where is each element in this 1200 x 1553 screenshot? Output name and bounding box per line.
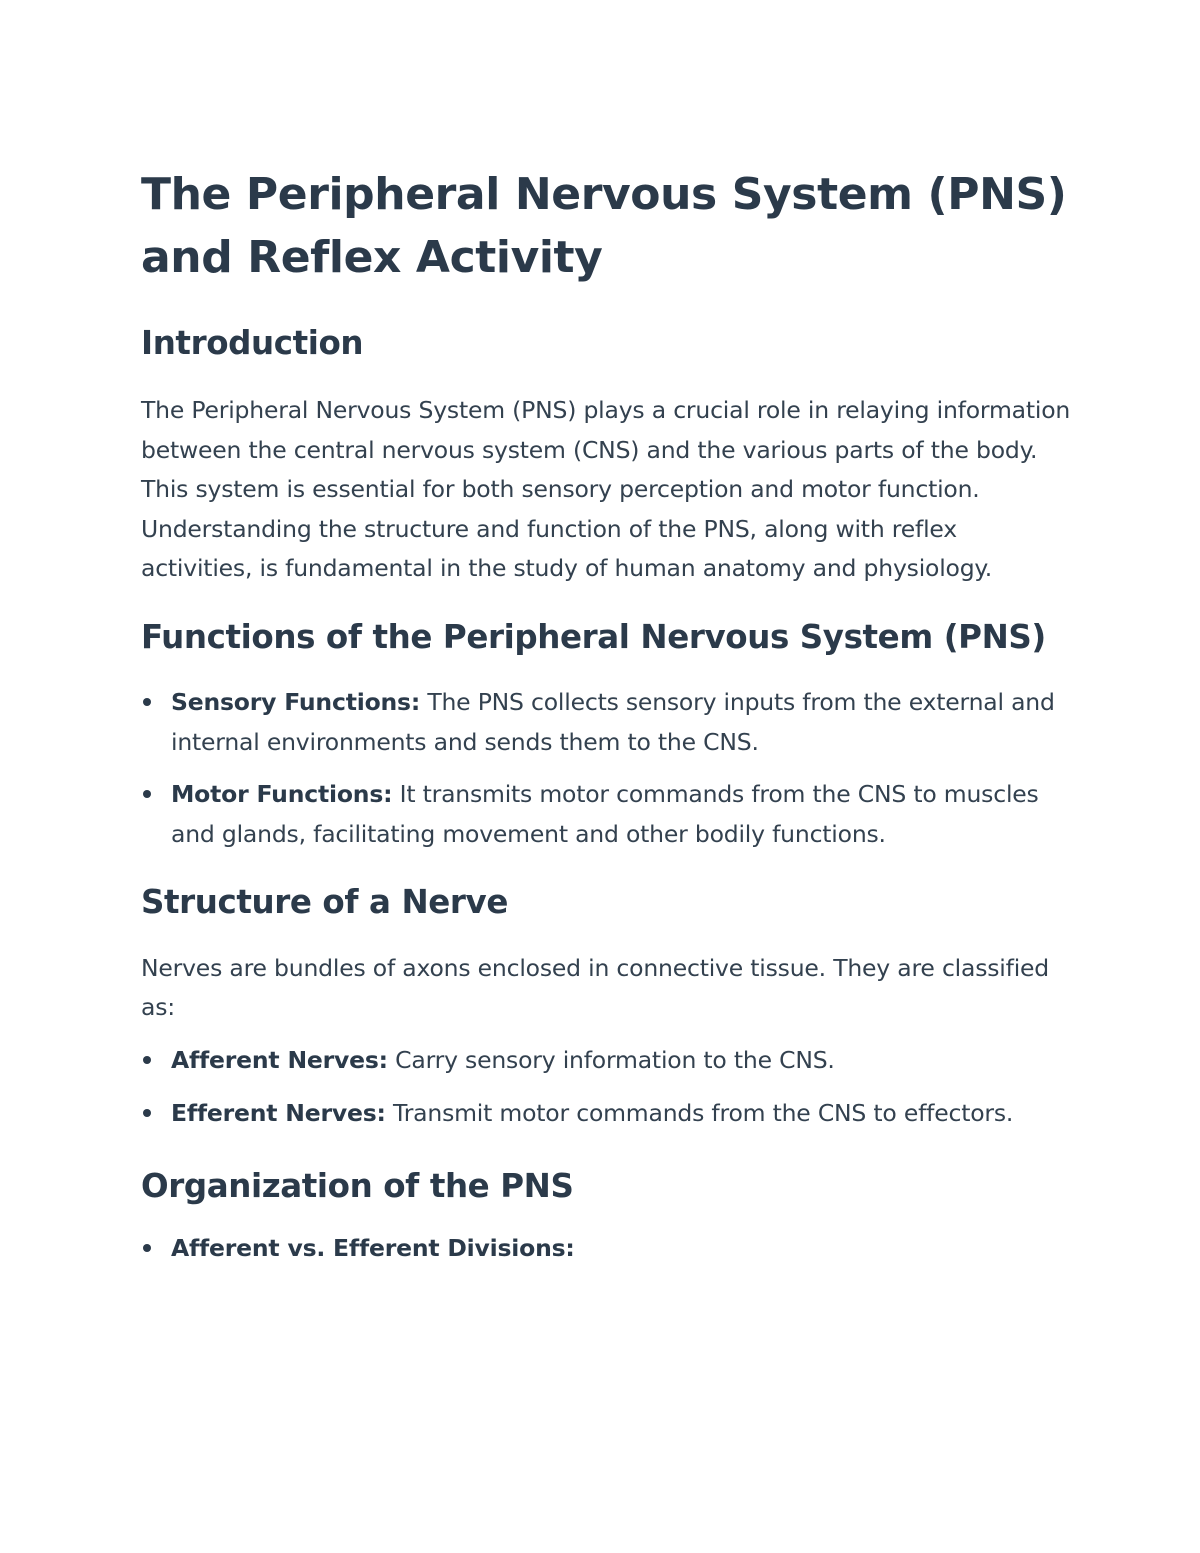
bullet-icon: [143, 1109, 151, 1117]
introduction-paragraph: The Peripheral Nervous System (PNS) plays a crucial role in relaying information between the central nervous system (CNS) and the various parts of the body. This system is essential for both sensory perception and motor function. Understanding the structure and function of the PNS, along with reflex activities, is fundamental in the study of human anatomy and physiology.: [141, 396, 1071, 582]
section-heading-structure: Structure of a Nerve: [141, 882, 508, 921]
list-item-term: Sensory Functions:: [171, 687, 421, 716]
list-item: [141, 1040, 1071, 1080]
bullet-icon: [143, 1056, 151, 1064]
list-item: [141, 1093, 1071, 1133]
list-item-text: Carry sensory information to the CNS.: [387, 1045, 835, 1074]
document-content: [141, 163, 1071, 1268]
list-item-text: It transmits motor commands from the CNS to muscles and glands, facilitating movement and other bodily functions.: [171, 779, 1039, 848]
organization-list: [141, 1228, 1071, 1268]
functions-list: [141, 682, 1071, 854]
document-title: The Peripheral Nervous System (PNS) and Reflex Activity: [141, 169, 1067, 283]
bullet-icon: [143, 698, 151, 706]
list-item: [141, 774, 1071, 854]
list-item-term: Afferent vs. Efferent Divisions:: [171, 1233, 575, 1262]
list-item-term: Efferent Nerves:: [171, 1098, 386, 1127]
list-item-text: Transmit motor commands from the CNS to effectors.: [385, 1098, 1014, 1127]
nerve-types-list: [141, 1040, 1071, 1133]
bullet-icon: [143, 1244, 151, 1252]
list-item: [141, 682, 1071, 762]
list-item-text: The PNS collects sensory inputs from the external and internal environments and sends them to the CNS.: [171, 687, 1055, 756]
bullet-icon: [143, 790, 151, 798]
section-heading-organization: Organization of the PNS: [141, 1166, 574, 1205]
list-item: [141, 1228, 1071, 1268]
list-item-term: Motor Functions:: [171, 779, 393, 808]
list-item-term: Afferent Nerves:: [171, 1045, 388, 1074]
section-heading-functions: Functions of the Peripheral Nervous System (PNS): [141, 617, 1046, 656]
section-heading-introduction: Introduction: [141, 324, 364, 362]
structure-paragraph: Nerves are bundles of axons enclosed in connective tissue. They are classified as:: [141, 953, 1049, 1021]
